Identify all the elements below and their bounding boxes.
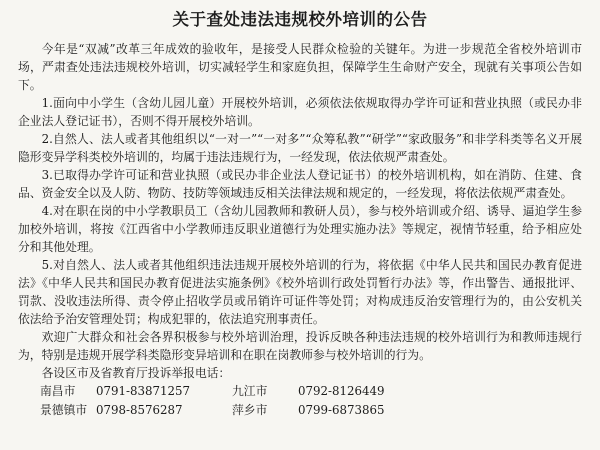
item-4-paragraph: 4.对在职在岗的中小学教职员工（含幼儿园教师和教研人员），参与校外培训或介绍、诱导、逼迫学生参加校外培训，将按《江西省中小学教师违反职业道德行为处理实施办法》等规定，视情节轻重，给予相应处分和其他处理。 [18, 204, 582, 254]
phone-number: 0799-6873865 [298, 403, 385, 417]
phone-number: 0791-83871257 [96, 384, 191, 398]
notice-body [18, 40, 582, 382]
hotline-heading: 各设区市及省教育厅投诉举报电话： [41, 366, 231, 380]
item-2-paragraph: 2.自然人、法人或者其他组织以“一对一”“一对多”“众筹私教”“研学”“家政服务”和非学科类等名义开展隐形变异学科类校外培训的，均属于违法违规行为，一经发现，依法依规严肃查处。 [18, 132, 582, 164]
phone-number: 0798-8576287 [96, 403, 183, 417]
intro-paragraph: 今年是“双减”改革三年成效的验收年，是接受人民群众检验的关键年。为进一步规范全省校外培训市场，严肃查处违法违规校外培训，切实减轻学生和家庭负担，保障学生生命财产安全，现就有关事项公告如下。 [18, 42, 582, 92]
notice-title: 关于查处违法违规校外培训的公告 [172, 10, 428, 29]
phone-number: 0792-8126449 [298, 384, 385, 398]
city-name: 景德镇市 [40, 403, 88, 417]
item-1-paragraph: 1.面向中小学生（含幼儿园儿童）开展校外培训，必须依法依规取得办学许可证和营业执照（或民办非企业法人登记证书），否则不得开展校外培训。 [18, 96, 582, 128]
hotline-row [18, 382, 582, 401]
city-name: 南昌市 [40, 384, 76, 398]
city-name: 九江市 [232, 384, 268, 398]
item-5-paragraph: 5.对自然人、法人或者其他组织违法违规开展校外培训的行为，将依据《中华人民共和国民办教育促进法》《中华人民共和国民办教育促进法实施条例》《校外培训行政处罚暂行办法》等，作出警告、通报批评、罚款、没收违法所得、责令停止招收学员或吊销许可证件等处罚；对构成违反治安管理行为的，由公安机关依法给予治安管理处罚；构成犯罪的，依法追究刑事责任。 [18, 258, 582, 326]
item-3-paragraph: 3.已取得办学许可证和营业执照（或民办非企业法人登记证书）的校外培训机构，如在消防、住建、食品、资金安全以及人防、物防、技防等领域违反相关法律法规和规定的，一经发现，将依法依规严肃查处。 [18, 168, 582, 200]
hotline-list [18, 382, 582, 420]
welcome-paragraph: 欢迎广大群众和社会各界积极参与校外培训治理，投诉反映各种违法违规的校外培训行为和教师违规行为，特别是违规开展学科类隐形变异培训和在职在岗教师参与校外培训的行为。 [18, 330, 582, 362]
city-name: 萍乡市 [232, 403, 268, 417]
hotline-row [18, 401, 582, 420]
